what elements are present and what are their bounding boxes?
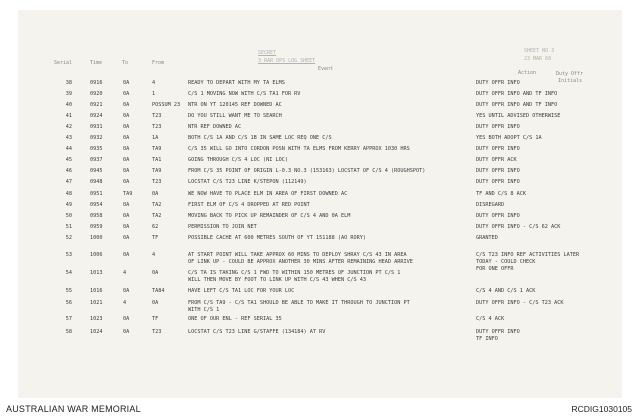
cell-to: 0A (123, 102, 130, 108)
cell-event-line: WILL THEN MOVE BY FOOT TO LINK UP WITH C/S 43 WHEN C/S 43 (188, 277, 367, 283)
cell-to: 0A (123, 288, 130, 294)
cell-time: 1023 (90, 316, 103, 322)
cell-from: T23 (152, 113, 162, 119)
cell-to: 4 (123, 270, 127, 276)
cell-action-line: TF AND C/S 8 ACK (476, 191, 526, 197)
cell-from: 4 (152, 80, 156, 86)
col-header-serial: Serial (54, 60, 73, 66)
cell-event-line: FROM C/S 35 POINT OF ORIGIN L-0.3 NO.3 (153163) LOCSTAT OF C/S 4 (ROUGHSPOT) (188, 168, 426, 174)
cell-to: 0A (123, 252, 130, 258)
cell-serial: 52 (65, 235, 72, 241)
col-header-initials: Initials (558, 78, 583, 84)
document-title: SECRET (258, 50, 277, 56)
cell-serial: 47 (65, 179, 72, 185)
cell-serial: 46 (65, 168, 72, 174)
cell-from: 1 (152, 91, 156, 97)
cell-event-line: WE NOW HAVE TO PLACE ELM IN AREA OF FIRST DOWNED AC (188, 191, 348, 197)
cell-from: T23 (152, 329, 162, 335)
cell-serial: 44 (65, 146, 72, 152)
cell-serial: 43 (65, 135, 72, 141)
cell-event-line: C/S TA IS TAKING C/S 1 FWD TO WITHIN 150 METRES OF JUNCTION PT C/S 1 (188, 270, 401, 276)
cell-serial: 39 (65, 91, 72, 97)
cell-action-line: DUTY OFFR INFO - C/S 62 ACK (476, 224, 561, 230)
cell-event-line: GOING THROUGH C/S 4 LOC (NI LOC) (188, 157, 288, 163)
cell-time: 1016 (90, 288, 103, 294)
cell-time: 1024 (90, 329, 103, 335)
cell-time: 1006 (90, 252, 103, 258)
cell-from: TA9 (152, 146, 162, 152)
cell-serial: 57 (65, 316, 72, 322)
cell-event-line: MOVING BACK TO PICK UP REMAINDER OF C/S 4 AND 0A ELM (188, 213, 351, 219)
cell-action-line: DUTY OFFR INFO (476, 213, 520, 219)
col-header-from: From (152, 60, 165, 66)
archive-credit: AUSTRALIAN WAR MEMORIAL (6, 404, 141, 414)
cell-from: TA2 (152, 202, 162, 208)
cell-to: 0A (123, 146, 130, 152)
cell-action-line: C/S T23 INFO REF ACTIVITIES LATER (476, 252, 580, 258)
cell-to: 0A (123, 316, 130, 322)
cell-event-line: BOTH C/S 1A AND C/S 1B IN SAME LOC REQ ONE C/S (188, 135, 332, 141)
col-header-to: To (122, 60, 129, 66)
cell-time: 0924 (90, 113, 103, 119)
cell-to: 0A (123, 124, 130, 130)
cell-serial: 53 (65, 252, 72, 258)
cell-event-line: LOCSTAT C/S T23 LINE K/STEPON (112149) (188, 179, 307, 185)
cell-time: 1013 (90, 270, 103, 276)
cell-action-line: DUTY OFFR INFO AND TF INFO (476, 102, 558, 108)
cell-to: 0A (123, 235, 130, 241)
cell-serial: 42 (65, 124, 72, 130)
cell-from: 0A (152, 191, 159, 197)
cell-event-line: ONE OF OUR ENL - REF SERIAL 35 (188, 316, 282, 322)
archive-reference: RCDIG1030105 (571, 404, 632, 414)
cell-serial: 38 (65, 80, 72, 86)
cell-serial: 49 (65, 202, 72, 208)
cell-from: T23 (152, 124, 162, 130)
cell-from: 4 (152, 252, 156, 258)
cell-action-line: YES UNTIL ADVISED OTHERWISE (476, 113, 561, 119)
col-header-event: Event (318, 66, 334, 72)
cell-time: 0937 (90, 157, 103, 163)
sheet-number: SHEET NO 3 (524, 48, 555, 54)
cell-action-line: DUTY OFFR INFO (476, 80, 520, 86)
col-header-action: Action (518, 70, 537, 76)
cell-action-line: C/S 4 AND C/S 1 ACK (476, 288, 536, 294)
cell-to: TA9 (123, 191, 133, 197)
cell-action-line: DUTY OFFR INFO (476, 146, 520, 152)
cell-event-line: DO YOU STILL WANT ME TO SEARCH (188, 113, 282, 119)
cell-event-line: POSSIBLE CACHE AT 600 METRES SOUTH OF YT 151188 (AO RORY) (188, 235, 367, 241)
cell-to: 0A (123, 224, 130, 230)
cell-action-line: DUTY OFFR INFO (476, 168, 520, 174)
cell-from: TF (152, 235, 159, 241)
cell-event-line: AT START POINT WILL TAKE APPROX 60 MINS TO DEPLOY SHRAY C/S 43 IN AREA (188, 252, 407, 258)
document-subtitle: 3 RAR OPS LOG SHEET (258, 58, 316, 64)
cell-serial: 54 (65, 270, 72, 276)
cell-time: 0916 (90, 80, 103, 86)
cell-time: 1021 (90, 300, 103, 306)
cell-action-line: DUTY OFFR INFO AND TF INFO (476, 91, 558, 97)
cell-from: 62 (152, 224, 159, 230)
cell-from: TF (152, 316, 159, 322)
cell-time: 0951 (90, 191, 103, 197)
cell-from: TA2 (152, 213, 162, 219)
cell-action-line: YES BOTH ADOPT C/S 1A (476, 135, 542, 141)
cell-event-line: READY TO DEPART WITH MY TA ELMS (188, 80, 285, 86)
cell-serial: 51 (65, 224, 72, 230)
cell-time: 0921 (90, 102, 103, 108)
cell-event-line: FROM C/S TA9 - C/S TA1 SHOULD BE ABLE TO MAKE IT THROUGH TO JUNCTION PT (188, 300, 410, 306)
cell-event-line: HAVE LEFT C/S TA1 LOC FOR YOUR LOC (188, 288, 295, 294)
cell-action-line: DUTY OFFR INFO - C/S T23 ACK (476, 300, 564, 306)
cell-serial: 41 (65, 113, 72, 119)
cell-to: 4 (123, 300, 127, 306)
cell-action-line: TODAY - COULD CHECK (476, 259, 536, 265)
cell-action-line: FOR ONE OFFR (476, 266, 514, 272)
cell-serial: 56 (65, 300, 72, 306)
cell-from: TA1 (152, 157, 162, 163)
cell-serial: 50 (65, 213, 72, 219)
cell-to: 0A (123, 157, 130, 163)
cell-time: 0931 (90, 124, 103, 130)
cell-time: 0920 (90, 91, 103, 97)
cell-time: 0959 (90, 224, 103, 230)
cell-time: 0954 (90, 202, 103, 208)
cell-time: 0958 (90, 213, 103, 219)
cell-action-line: GRANTED (476, 235, 498, 241)
cell-from: TA9 (152, 168, 162, 174)
cell-from: 0A (152, 300, 159, 306)
cell-time: 0935 (90, 146, 103, 152)
cell-time: 0948 (90, 179, 103, 185)
cell-event-line: NTR REF DOWNED AC (188, 124, 242, 130)
cell-action-line: TF INFO (476, 336, 498, 342)
cell-event-line: C/S 1 MOVING NOW WITH C/S TA1 FOR RV (188, 91, 301, 97)
cell-action-line: DISREGARD (476, 202, 505, 208)
cell-action-line: DUTY OFFR INFO (476, 179, 520, 185)
cell-event-line: NTR ON YT 120145 REF DOWNED AC (188, 102, 282, 108)
cell-to: 0A (123, 202, 130, 208)
cell-to: 0A (123, 168, 130, 174)
cell-event-line: FIRST ELM OF C/S 4 DROPPED AT RED POINT (188, 202, 310, 208)
cell-event-line: OF LINK UP - COULD BE APPROX ANOTHER 30 MINS AFTER REMAINING HEAD ARRIVE (188, 259, 413, 265)
cell-event-line: PERMISSION TO JOIN NET (188, 224, 257, 230)
cell-from: 1A (152, 135, 159, 141)
cell-serial: 58 (65, 329, 72, 335)
cell-to: 0A (123, 91, 130, 97)
cell-event-line: LOCSTAT C/S T23 LINE G/STAFFE (134184) AT RV (188, 329, 326, 335)
cell-to: 0A (123, 80, 130, 86)
cell-to: 0A (123, 329, 130, 335)
cell-serial: 40 (65, 102, 72, 108)
cell-event-line: WITH C/S 1 (188, 307, 220, 313)
cell-from: T23 (152, 179, 162, 185)
cell-serial: 48 (65, 191, 72, 197)
cell-to: 0A (123, 179, 130, 185)
col-header-duty-offr: Duty Offr (556, 71, 584, 77)
cell-to: 0A (123, 113, 130, 119)
cell-action-line: DUTY OFFR INFO (476, 124, 520, 130)
cell-time: 1000 (90, 235, 103, 241)
cell-action-line: C/S 4 ACK (476, 316, 505, 322)
cell-from: 0A (152, 270, 159, 276)
cell-time: 0932 (90, 135, 103, 141)
cell-action-line: DUTY OFFR INFO (476, 329, 520, 335)
cell-action-line: DUTY OFFR ACK (476, 157, 517, 163)
cell-from: POSSUM 23 (152, 102, 181, 108)
col-header-time: Time (90, 60, 103, 66)
cell-serial: 55 (65, 288, 72, 294)
cell-serial: 45 (65, 157, 72, 163)
sheet-date: 23 MAR 68 (524, 56, 552, 62)
cell-to: 0A (123, 213, 130, 219)
cell-event-line: C/S 35 WILL GO INTO CORDON POSN WITH TA ELMS FROM KERRY APPROX 1030 HRS (188, 146, 410, 152)
cell-to: 0A (123, 135, 130, 141)
cell-time: 0945 (90, 168, 103, 174)
document-sheet (18, 10, 622, 398)
cell-from: TA84 (152, 288, 165, 294)
